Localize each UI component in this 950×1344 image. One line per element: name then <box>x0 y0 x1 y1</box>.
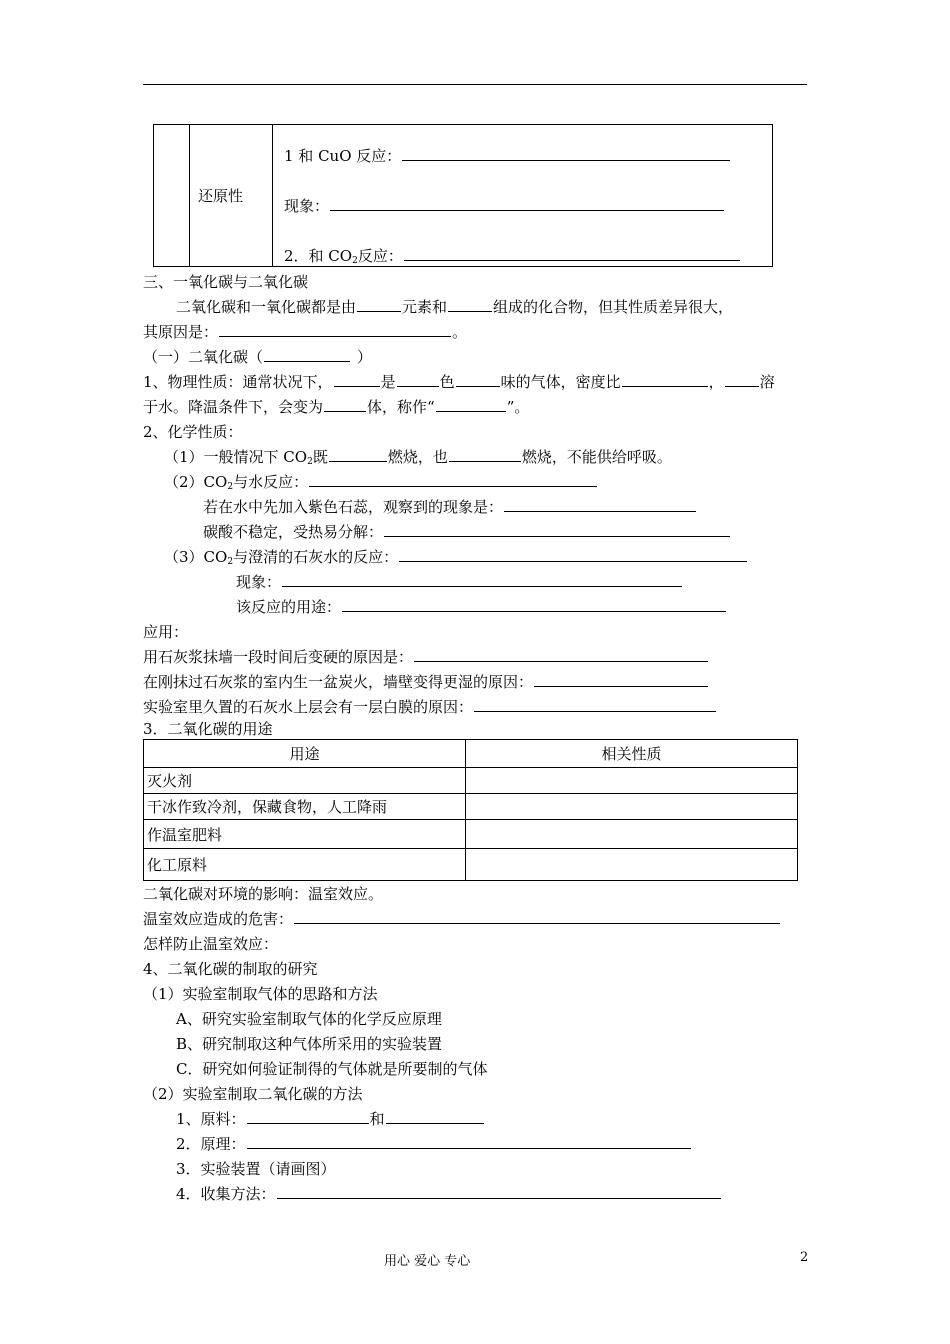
answer-blank[interactable] <box>414 647 708 662</box>
answer-blank[interactable] <box>397 372 439 387</box>
answer-blank[interactable] <box>324 397 366 412</box>
intro-line: 二氧化碳和一氧化碳都是由 元素和 组成的化合物，但其性质差异很大， <box>176 298 734 316</box>
table-row <box>144 820 798 849</box>
answer-blank[interactable] <box>334 372 380 387</box>
answer-blank[interactable] <box>404 246 740 261</box>
header-rule <box>143 84 807 85</box>
chem-item-2: $(2)CO_2$与水反应： <box>164 472 598 497</box>
answer-blank[interactable] <box>436 397 506 412</box>
answer-blank[interactable] <box>357 297 401 312</box>
preparation-p1: （1）实验室制取气体的思路和方法 <box>143 985 378 1003</box>
environment-prevent: 怎样防止温室效应： <box>143 935 279 953</box>
answer-blank[interactable] <box>449 447 521 462</box>
chem-item-1: （1）一般情况下 $CO_2$既 燃烧，也 燃烧，不能供给呼吸。 <box>164 448 672 467</box>
answer-blank[interactable] <box>330 196 724 211</box>
answer-blank[interactable] <box>282 572 682 587</box>
column-header: 用途 <box>144 740 466 768</box>
table-row <box>144 768 798 794</box>
table-cell: 干冰作致冷剂，保藏食物，人工降雨 <box>144 794 466 820</box>
answer-blank[interactable] <box>247 1109 369 1124</box>
answer-cell[interactable] <box>466 849 798 881</box>
chemical-title: 2、化学性质： <box>143 423 243 441</box>
answer-cell[interactable] <box>466 768 798 794</box>
preparation-title: 4、二氧化碳的制取的研究 <box>143 960 318 978</box>
answer-blank[interactable] <box>277 1184 721 1199</box>
answer-blank[interactable] <box>264 347 350 362</box>
preparation-p1a: A、研究实验室制取气体的化学反应原理 <box>176 1010 442 1028</box>
method-materials-line: 1、原料： 和 <box>176 1109 485 1129</box>
box-divider <box>189 125 190 266</box>
answer-cell[interactable] <box>466 820 798 849</box>
table-header-row <box>144 740 798 768</box>
section-heading: 三、一氧化碳与二氧化碳 <box>143 273 309 291</box>
phenomenon-line: 现象： <box>284 196 725 216</box>
answer-blank[interactable] <box>342 597 726 612</box>
method-apparatus: 3．实验装置（请画图） <box>176 1160 336 1178</box>
answer-blank[interactable] <box>329 447 387 462</box>
method-principle-line: 2．原理： <box>176 1134 692 1154</box>
box-divider <box>272 125 273 266</box>
page-number: 2 <box>800 1250 809 1265</box>
co2-subheading: （一）二氧化碳（ ） <box>143 348 373 366</box>
uses-title: 3．二氧化碳的用途 <box>143 720 273 738</box>
application-q3: 实验室里久置的石灰水上层会有一层白膜的原因： <box>143 697 717 717</box>
column-header: 相关性质 <box>466 740 798 768</box>
answer-blank[interactable] <box>725 372 759 387</box>
answer-blank[interactable] <box>247 1134 691 1149</box>
limewater-use-line: 该反应的用途： <box>236 597 727 617</box>
table-cell: 灭火剂 <box>144 768 466 794</box>
uses-table <box>143 739 798 881</box>
answer-blank[interactable] <box>309 472 597 487</box>
answer-blank[interactable] <box>622 372 708 387</box>
answer-blank[interactable] <box>456 372 500 387</box>
answer-blank[interactable] <box>448 297 492 312</box>
answer-blank[interactable] <box>534 672 708 687</box>
table-cell: 作温室肥料 <box>144 820 466 849</box>
preparation-p2: （2）实验室制取二氧化碳的方法 <box>143 1085 363 1103</box>
environment-harm-line: 温室效应造成的危害： <box>143 909 781 929</box>
answer-blank[interactable] <box>402 146 730 161</box>
physical-properties-line-2: 于水。降温条件下，会变为 体，称作“ ”。 <box>143 398 530 416</box>
preparation-p1c: C．研究如何验证制得的气体就是所要制的气体 <box>176 1060 488 1078</box>
answer-blank[interactable] <box>384 522 730 537</box>
answer-blank[interactable] <box>399 547 747 562</box>
cuo-reaction-line: 1 和 CuO 反应： <box>284 146 731 166</box>
co2-reaction-line: 2．和 $CO_2$反应： <box>284 246 741 271</box>
application-q1: 用石灰浆抹墙一段时间后变硬的原因是： <box>143 647 709 667</box>
table-row <box>144 849 798 881</box>
chem-item-3: $(3)CO_2$与澄清的石灰水的反应： <box>164 547 748 572</box>
method-collection-line: 4．收集方法： <box>176 1184 722 1204</box>
answer-blank[interactable] <box>504 497 696 512</box>
physical-properties-line: 1、物理性质：通常状况下， 是 色 味的气体，密度比 ， 溶 <box>143 373 775 391</box>
answer-blank[interactable] <box>219 322 451 337</box>
answer-blank[interactable] <box>386 1109 484 1124</box>
table-row <box>144 794 798 820</box>
application-q2: 在刚抹过石灰浆的室内生一盆炭火，墙壁变得更湿的原因： <box>143 672 709 692</box>
intro-line-2: 其原因是： 。 <box>143 323 468 341</box>
answer-cell[interactable] <box>466 794 798 820</box>
reducing-label: 还原性 <box>198 187 244 205</box>
litmus-line: 若在水中先加入紫色石蕊，观察到的现象是： <box>203 497 697 517</box>
answer-blank[interactable] <box>474 697 716 712</box>
table-cell: 化工原料 <box>144 849 466 881</box>
application-title: 应用： <box>143 623 189 641</box>
answer-blank[interactable] <box>294 909 780 924</box>
footer-text: 用心 爱心 专心 <box>384 1254 471 1269</box>
environment-effect: 二氧化碳对环境的影响：温室效应。 <box>143 885 384 903</box>
preparation-p1b: B、研究制取这种气体所采用的实验装置 <box>176 1035 443 1053</box>
limewater-phenomenon-line: 现象： <box>236 572 683 592</box>
carbonic-acid-line: 碳酸不稳定，受热易分解： <box>203 522 731 542</box>
